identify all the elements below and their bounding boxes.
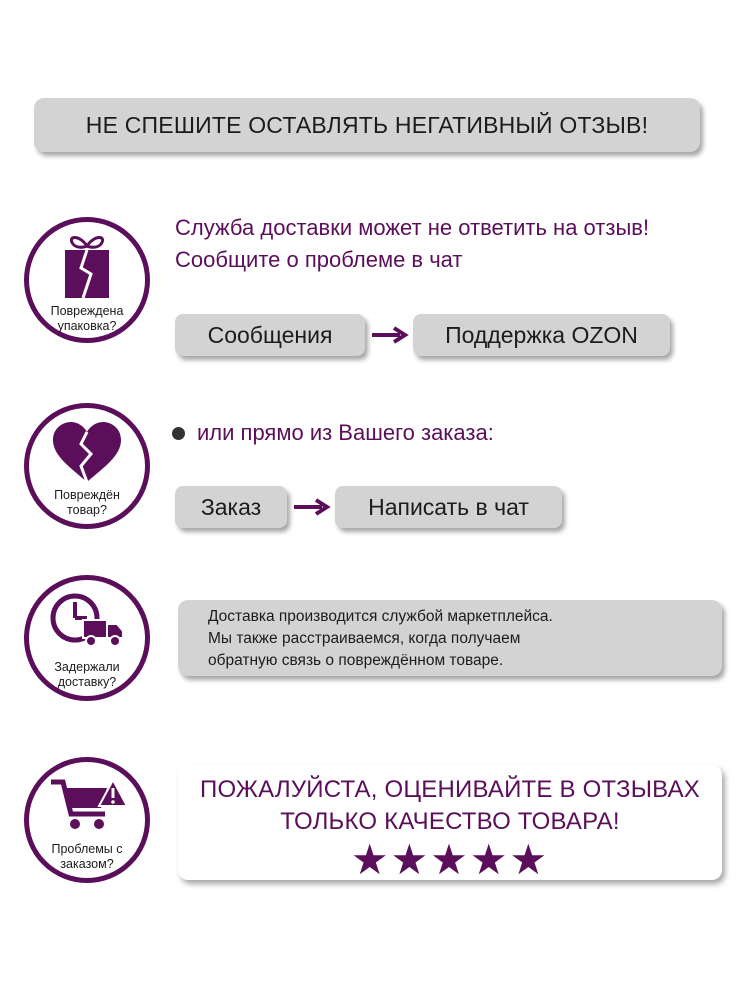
section1-text [175, 212, 649, 276]
caption-line-1: Проблемы с [51, 842, 123, 856]
rate-quality-box [178, 765, 722, 883]
delayed-delivery-badge [24, 575, 150, 701]
final-line-1: ПОЖАЛУЙСТА, ОЦЕНИВАЙТЕ В ОТЗЫВАХ [200, 776, 700, 803]
five-star-rating: ★★★★★ [350, 836, 550, 883]
section1-line2: Сообщите о проблеме в чат [175, 247, 463, 272]
bullet-icon [172, 427, 185, 440]
caption-line-1: Повреждён [54, 488, 120, 502]
chip-order [175, 486, 287, 528]
warning-banner [34, 98, 700, 152]
chip-write-to-chat-label: Написать в чат [368, 493, 529, 520]
chip-ozon-support [413, 314, 670, 356]
damaged-item-badge [24, 403, 150, 529]
chip-messages [175, 314, 365, 356]
caption-line-2: товар? [67, 503, 107, 517]
caption-line-2: заказом? [60, 857, 114, 871]
clock-truck-icon [47, 588, 127, 650]
caption-line-2: доставку? [57, 675, 117, 689]
caption-line-2: упаковка? [57, 319, 117, 333]
section2-line: или прямо из Вашего заказа: [197, 420, 494, 445]
chip-messages-label: Сообщения [207, 321, 333, 348]
chip-ozon-support-label: Поддержка OZON [445, 321, 638, 348]
info-line-1: Доставка производится службой маркетплейса. [208, 608, 553, 625]
arrow-right-icon [292, 497, 332, 517]
broken-heart-icon [51, 420, 123, 486]
caption-line-1: Повреждена [50, 304, 124, 318]
order-problems-badge [24, 757, 150, 883]
chip-write-to-chat [335, 486, 562, 528]
final-line-2: ТОЛЬКО КАЧЕСТВО ТОВАРА! [280, 808, 620, 835]
banner-text: НЕ СПЕШИТЕ ОСТАВЛЯТЬ НЕГАТИВНЫЙ ОТЗЫВ! [85, 111, 649, 138]
arrow-right-icon [370, 325, 410, 345]
info-line-2: Мы также расстраиваемся, когда получаем [208, 630, 521, 647]
damaged-package-badge [24, 217, 150, 343]
delivery-info-box [178, 600, 722, 676]
cart-warning-icon [47, 774, 127, 836]
caption-line-1: Задержали [54, 660, 120, 674]
section2-text [172, 420, 494, 446]
info-line-3: обратную связь о повреждённом товаре. [208, 652, 504, 669]
gift-box-icon [57, 232, 117, 302]
section1-line1: Служба доставки может не ответить на отзыв! [175, 215, 650, 240]
chip-order-label: Заказ [200, 493, 262, 520]
